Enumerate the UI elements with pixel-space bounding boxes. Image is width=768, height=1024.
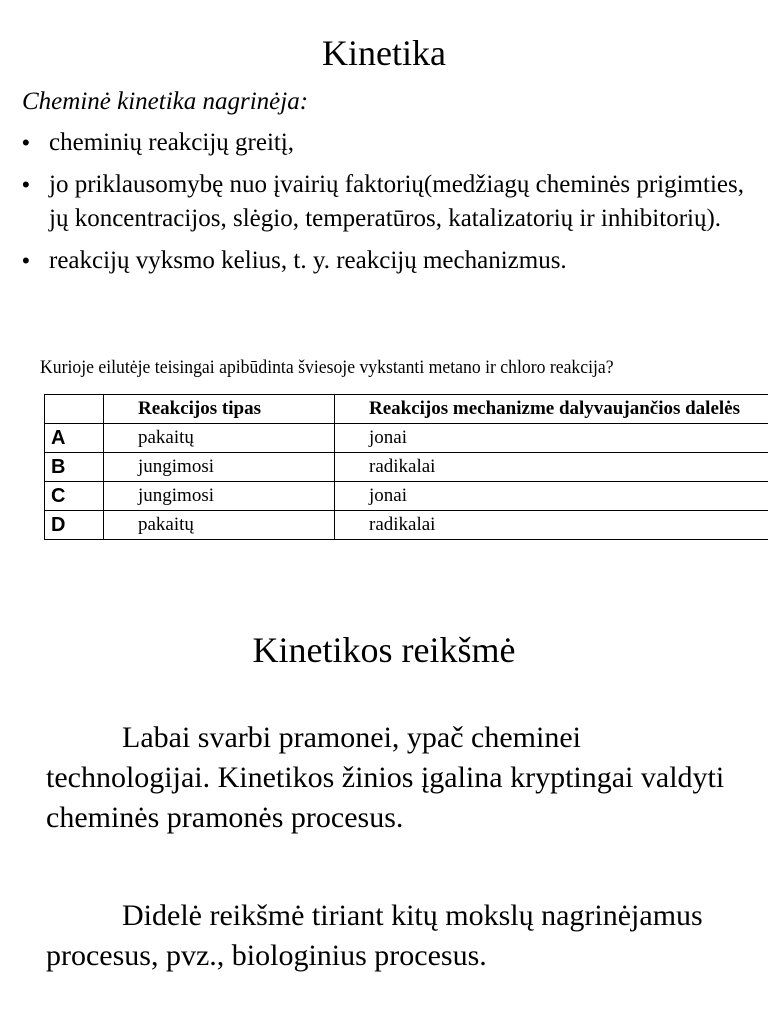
quiz-table xyxy=(44,394,768,540)
bullet-text: jo priklausomybę nuo įvairių faktorių(medžiagų cheminės prigimties, jų koncentracijos, slėgio, temperatūros, katalizatorių ir inhibitorių). xyxy=(49,171,744,232)
header-type-cell: Reakcijos tipas xyxy=(104,395,335,424)
paragraph-industry: Labai svarbi pramonei, ypač cheminei technologijai. Kinetikos žinios įgalina kryptingai valdyti cheminės pramonės procesus. xyxy=(46,721,725,834)
option-letter: B xyxy=(45,453,104,482)
option-type: jungimosi xyxy=(104,453,335,482)
table-row xyxy=(45,424,768,453)
table-header-row xyxy=(45,395,768,424)
bullet-list xyxy=(22,126,762,286)
option-particles: radikalai xyxy=(335,511,768,540)
slide-subtitle: Cheminė kinetika nagrinėja: xyxy=(22,88,309,115)
option-particles: radikalai xyxy=(335,453,768,482)
bullet-item xyxy=(22,126,762,160)
bullet-item xyxy=(22,244,762,278)
table-row xyxy=(45,482,768,511)
bullet-text: reakcijų vyksmo kelius, t. y. reakcijų mechanizmus. xyxy=(49,247,567,274)
section-title: Kinetikos reikšmė xyxy=(252,630,516,670)
slide-title: Kinetika xyxy=(322,33,446,73)
option-letter: C xyxy=(45,482,104,511)
quiz-question: Kurioje eilutėje teisingai apibūdinta šviesoje vykstanti metano ir chloro reakcija? xyxy=(40,357,614,378)
table-row xyxy=(45,453,768,482)
option-letter: A xyxy=(45,424,104,453)
option-particles: jonai xyxy=(335,424,768,453)
table-row xyxy=(45,511,768,540)
option-type: pakaitų xyxy=(104,424,335,453)
bullet-marker: • xyxy=(22,130,30,155)
option-type: pakaitų xyxy=(104,511,335,540)
option-letter: D xyxy=(45,511,104,540)
bullet-marker: • xyxy=(22,172,30,197)
bullet-marker: • xyxy=(22,248,30,273)
header-particles-cell: Reakcijos mechanizme dalyvaujančios dalelės xyxy=(335,395,768,424)
option-particles: jonai xyxy=(335,482,768,511)
header-letter-cell xyxy=(45,395,104,424)
bullet-text: cheminių reakcijų greitį, xyxy=(49,129,295,156)
bullet-item xyxy=(22,168,762,236)
paragraph-sciences: Didelė reikšmė tiriant kitų mokslų nagrinėjamus procesus, pvz., biologinius procesus. xyxy=(46,899,703,972)
option-type: jungimosi xyxy=(104,482,335,511)
